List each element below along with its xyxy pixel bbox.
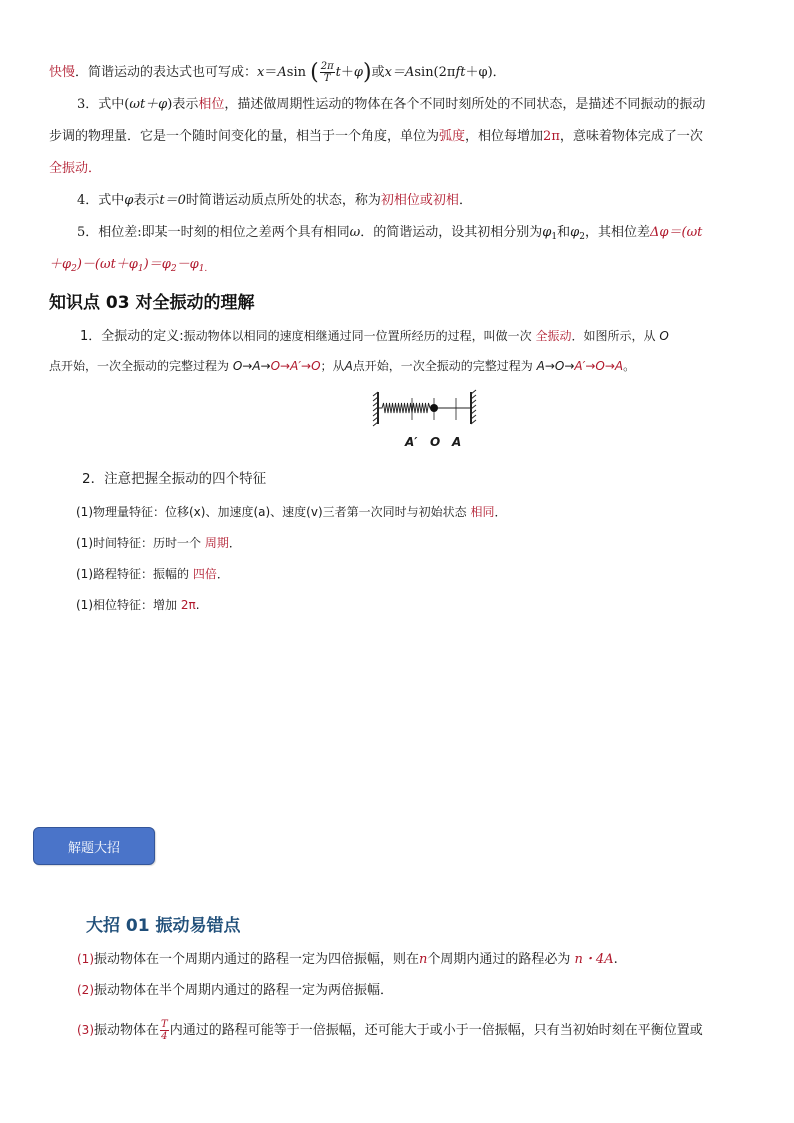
expr-n4A: n・4A — [574, 952, 614, 967]
feature-key: 2π — [180, 598, 196, 612]
item5-lead: 5．相位差:即某一时刻的相位之差两个具有相同 — [77, 225, 350, 240]
feature-item — [76, 566, 229, 582]
expr2-part: ft — [455, 65, 466, 80]
term-full-vibration: 全振动 — [535, 329, 572, 343]
item4-lead: 4．式中 — [77, 193, 125, 208]
definition-text: 点开始，一次全振动的完整过程为 — [49, 359, 230, 373]
var-n: n — [419, 952, 428, 967]
var-omega: ω — [349, 225, 361, 240]
point-A: A — [344, 359, 353, 373]
feature-item — [76, 597, 200, 613]
feature-text: (1)路程特征：振幅的 — [76, 567, 189, 581]
trick-text: 个周期内通过的路程必为 — [427, 952, 571, 967]
section-heading-03: 知识点 03 对全振动的理解 — [49, 293, 255, 313]
item5-mid: ．的简谐运动，设其初相分别为 — [360, 225, 543, 240]
definition-text: 点开始，一次全振动的完整过程为 — [352, 359, 533, 373]
omega-t: ωt — [129, 97, 146, 112]
formula-line — [49, 61, 506, 84]
trick-item-2 — [77, 982, 393, 999]
feature-item — [76, 535, 241, 551]
subscript: 2 — [579, 232, 585, 242]
term-initial-phase: 初相位或初相 — [380, 193, 459, 208]
feature-key: 周期 — [204, 536, 229, 550]
feature-end: ． — [228, 536, 241, 550]
sin: sin — [286, 65, 306, 80]
item3-line1 — [77, 97, 705, 113]
phase-diff-expr: ＋φ — [49, 257, 72, 272]
label-A: A — [452, 435, 462, 449]
phase-diff-expr: )＝φ — [143, 257, 171, 272]
feature-text: (1)相位特征：增加 — [76, 598, 177, 612]
trick-item-1 — [77, 951, 618, 968]
frac-num: 2π — [320, 61, 334, 72]
formula-intro: ．简谐运动的表达式也可写成： — [75, 65, 258, 80]
spring-oscillator-figure — [370, 388, 482, 452]
frac-num: T — [161, 1019, 168, 1030]
feature-item — [76, 504, 507, 520]
item3-close: )表示 — [167, 97, 199, 112]
expr2-part: sin(2π — [414, 65, 456, 80]
trick-text: 振动物体在 — [94, 1023, 160, 1038]
right-paren: ) — [363, 60, 372, 85]
label-O: O — [430, 435, 441, 449]
fraction-T-over-4 — [160, 1019, 169, 1042]
feature-end: . — [195, 598, 200, 612]
mass-ball — [430, 404, 438, 412]
frac-den: T — [323, 73, 331, 84]
definition-line2 — [49, 358, 635, 374]
trick-text: 振动物体在半个周期内通过的路程一定为两倍振幅． — [94, 983, 394, 998]
subscript: 2 — [71, 264, 77, 274]
subscript: 1 — [551, 232, 558, 242]
feature-key: 四倍 — [192, 567, 217, 581]
trick-item-3 — [77, 1019, 703, 1042]
term-full-vibration: 全振动． — [49, 161, 102, 176]
item3-lead: 3．式中( — [77, 97, 130, 112]
point-O: O — [659, 329, 669, 343]
item5-line2 — [49, 257, 207, 277]
plus-phi: ＋φ — [145, 97, 168, 112]
item3-line3 — [49, 161, 101, 177]
section-badge: 解题大招 — [33, 827, 155, 865]
expr2-part: ＋φ)． — [465, 65, 506, 80]
frac-den: 4 — [161, 1031, 168, 1042]
expr2-part: x＝A — [384, 65, 415, 80]
term-phase: 相位 — [198, 97, 225, 112]
phase-diff-expr: )－(ωt＋φ — [76, 257, 138, 272]
definition-text: 振动物体以相同的速度相继通过同一位置所经历的过程，叫做一次 — [183, 329, 532, 343]
item-number: (1) — [77, 952, 94, 966]
var-phi: φ — [353, 65, 364, 80]
var-phi1: φ — [542, 225, 552, 240]
item4-rest: 时简谐运动质点所处的状态，称为 — [185, 193, 381, 208]
var-A: A — [277, 65, 287, 80]
item3-text: ，相位每增加 — [465, 129, 544, 144]
definition-line1 — [80, 328, 669, 345]
item3-text: ，意味着物体完成了一次 — [559, 129, 703, 144]
var-phi2: φ — [570, 225, 580, 240]
item-number: (2) — [77, 983, 94, 997]
plus: ＋ — [340, 65, 354, 80]
item4-end: ． — [458, 193, 472, 208]
definition-text: ．如图所示，从 — [571, 329, 656, 343]
or-word: 或 — [371, 65, 385, 80]
fraction-2pi-over-T — [320, 61, 335, 84]
and-word: 和 — [557, 225, 571, 240]
feature-key: 相同 — [470, 505, 495, 519]
term-speed: 快慢 — [49, 65, 76, 80]
feature-text: (1)物理量特征：位移(x)、加速度(a)、速度(v)三者第一次同时与初始状态 — [76, 505, 467, 519]
definition-lead: 1．全振动的定义: — [80, 329, 184, 344]
item5-mid2: ，其相位差 — [584, 225, 650, 240]
term-radian: 弧度 — [439, 129, 466, 144]
item5-line1 — [77, 225, 702, 245]
var-phi: φ — [124, 193, 134, 208]
path-from-A: A→O→ — [536, 359, 575, 373]
spring — [379, 403, 433, 413]
phase-diff-expr: －φ — [176, 257, 199, 272]
left-paren: ( — [310, 60, 319, 85]
feature-end: ． — [216, 567, 229, 581]
trick-end: . — [613, 952, 618, 967]
term-2pi: 2π — [543, 129, 560, 144]
right-wall — [471, 390, 476, 424]
definition-end: 。 — [623, 359, 636, 373]
phase-diff-expr: Δφ＝(ωt — [650, 225, 703, 240]
trick-heading-01: 大招 01 振动易错点 — [86, 916, 241, 936]
left-wall — [373, 392, 378, 426]
feature-text: (1)时间特征：历时一个 — [76, 536, 201, 550]
trick-text: 内通过的路程可能等于一倍振幅，还可能大于或小于一倍振幅，只有当初始时刻在平衡位置或 — [169, 1023, 703, 1038]
item4-line — [77, 193, 472, 209]
path-from-A: A′→O→A — [574, 359, 624, 373]
equals: ＝ — [264, 65, 278, 80]
subscript: 1 — [137, 264, 144, 274]
definition-text: ；从 — [320, 359, 345, 373]
item4-mid: 表示 — [133, 193, 160, 208]
var-x: x — [257, 65, 265, 80]
item3-line2 — [49, 129, 703, 145]
label-Aprime: A′ — [405, 435, 418, 449]
item3-text: 步调的物理量．它是一个随时间变化的量，相当于一个角度，单位为 — [49, 129, 440, 144]
path-from-O: O→A→ — [232, 359, 271, 373]
feature-end: ． — [494, 505, 507, 519]
item-number: (3) — [77, 1023, 94, 1037]
features-title: 2．注意把握全振动的四个特征 — [82, 471, 267, 487]
subscript: 2 — [170, 264, 177, 274]
item3-rest: ，描述做周期性运动的物体在各个不同时刻所处的不同状态，是描述不同振动的振动 — [224, 97, 706, 112]
t-equals-zero: t＝0 — [159, 193, 186, 208]
var-t: t — [335, 65, 341, 80]
trick-text: 振动物体在一个周期内通过的路程一定为四倍振幅，则在 — [94, 952, 420, 967]
path-from-O: O→A′→O — [270, 359, 321, 373]
subscript: 1. — [198, 264, 208, 274]
